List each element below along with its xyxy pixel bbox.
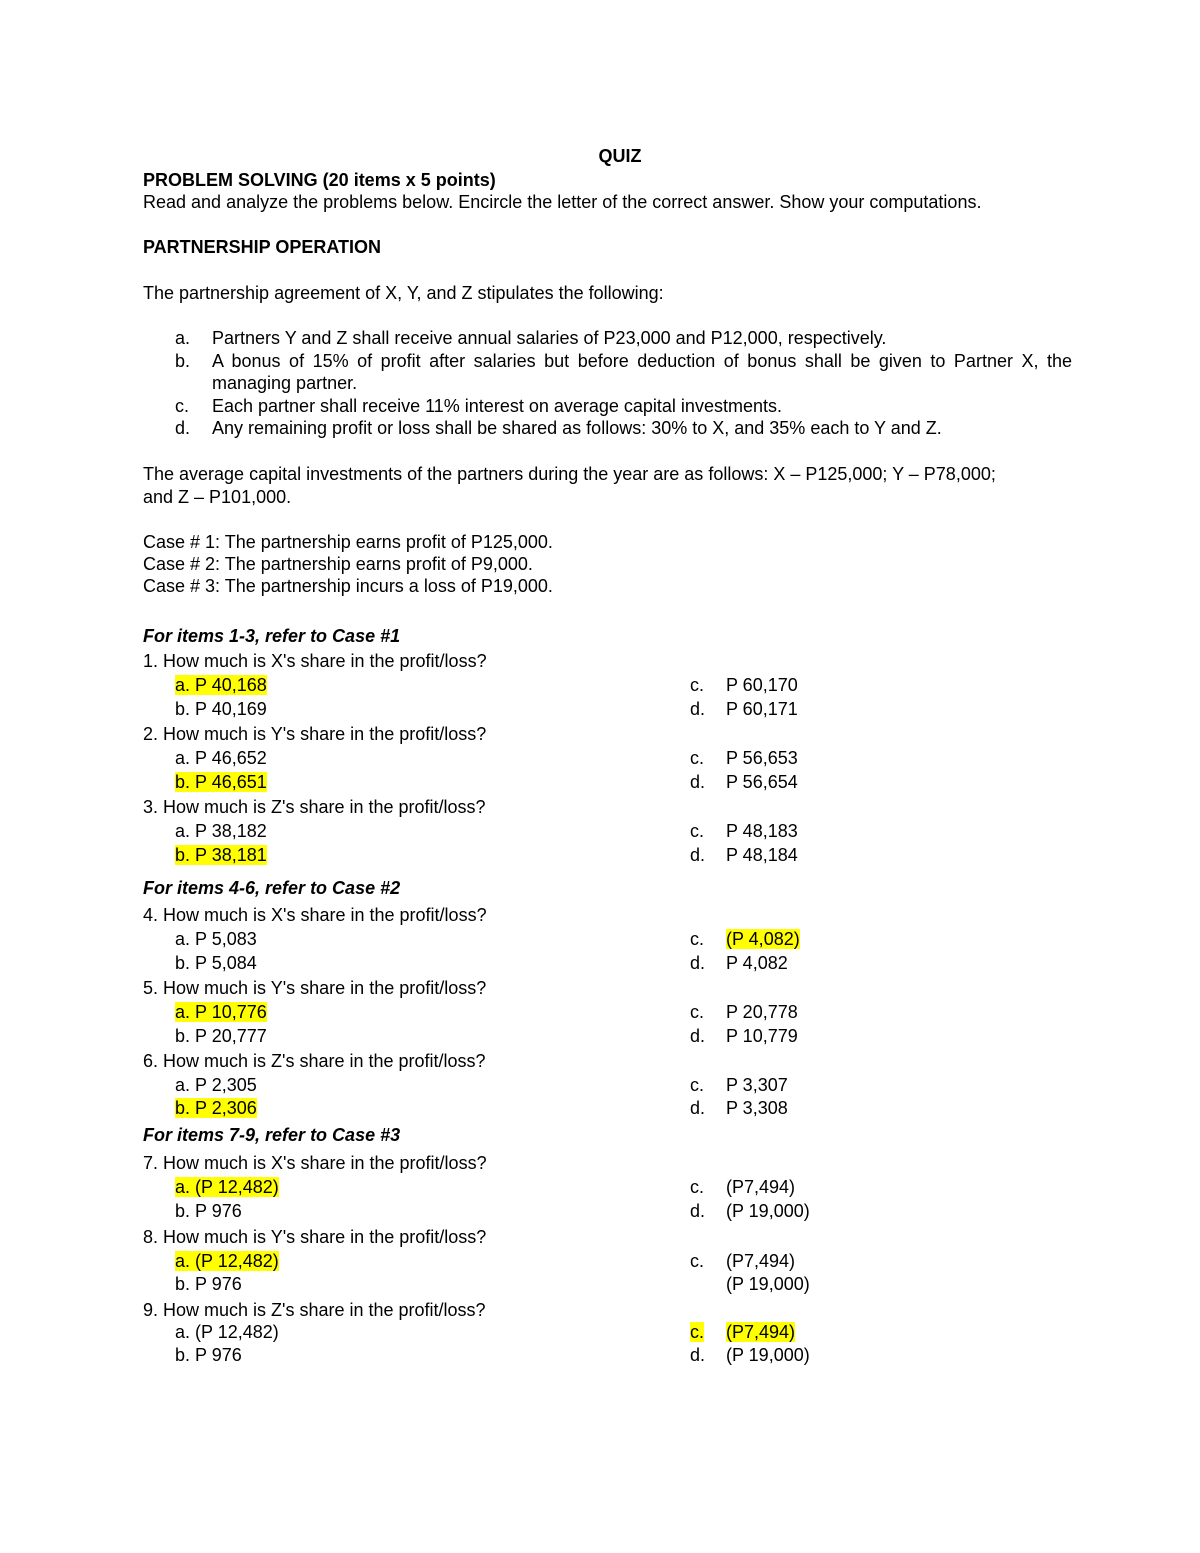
q8-option-a-highlight: a. (P 12,482) (175, 1251, 279, 1271)
case-2: Case # 2: The partnership earns profit of P9,000. (143, 554, 533, 574)
q8-option-c[interactable]: (P7,494) (726, 1251, 796, 1271)
instructions: Read and analyze the problems below. Encircle the letter of the correct answer. Show your computations. (143, 192, 982, 212)
rule-letter-b: b. (175, 351, 191, 371)
q5-option-c-letter: c. (690, 1002, 705, 1022)
quiz-title: QUIZ (598, 146, 642, 166)
q5-option-b[interactable]: b. P 20,777 (175, 1026, 267, 1046)
q4-option-c-letter: c. (690, 929, 705, 949)
capital-line-2: and Z – P101,000. (143, 487, 292, 507)
q1-option-a-highlight: a. P 40,168 (175, 675, 267, 695)
q4-option-c-highlight: (P 4,082) (726, 929, 800, 949)
question-2: 2. How much is Y's share in the profit/loss? (143, 724, 487, 744)
q2-option-a[interactable]: a. P 46,652 (175, 748, 267, 768)
question-6: 6. How much is Z's share in the profit/loss? (143, 1051, 486, 1071)
q9-option-d[interactable]: (P 19,000) (726, 1345, 810, 1365)
intro-text: The partnership agreement of X, Y, and Z stipulates the following: (143, 283, 664, 303)
rule-letter-c: c. (175, 396, 190, 416)
q5-option-c[interactable]: P 20,778 (726, 1002, 798, 1022)
q6-option-b-highlight: b. P 2,306 (175, 1098, 257, 1118)
q8-option-c-letter: c. (690, 1251, 705, 1271)
q6-option-d[interactable]: P 3,308 (726, 1098, 788, 1118)
rule-letter-a: a. (175, 328, 191, 348)
case-1: Case # 1: The partnership earns profit of P125,000. (143, 532, 553, 552)
case-3: Case # 3: The partnership incurs a loss of P19,000. (143, 576, 553, 596)
q1-option-c[interactable]: P 60,170 (726, 675, 798, 695)
q9-option-c[interactable] (726, 1321, 795, 1343)
q1-option-d[interactable]: P 60,171 (726, 699, 798, 719)
q6-option-d-letter: d. (690, 1098, 706, 1118)
q5-option-d-letter: d. (690, 1026, 706, 1046)
q2-option-b[interactable] (175, 771, 267, 793)
q1-option-a[interactable] (175, 674, 267, 696)
q5-option-a[interactable] (175, 1001, 267, 1023)
q6-option-a[interactable]: a. P 2,305 (175, 1075, 257, 1095)
section-title: PARTNERSHIP OPERATION (143, 237, 382, 257)
q3-option-d[interactable]: P 48,184 (726, 845, 798, 865)
question-1: 1. How much is X's share in the profit/loss? (143, 651, 487, 671)
rule-a: Partners Y and Z shall receive annual salaries of P23,000 and P12,000, respectively. (212, 328, 887, 348)
q2-option-d[interactable]: P 56,654 (726, 772, 798, 792)
group-label-case-2: For items 4-6, refer to Case #2 (143, 878, 401, 898)
q6-option-b[interactable] (175, 1097, 257, 1119)
q3-option-c[interactable]: P 48,183 (726, 821, 798, 841)
q7-option-a[interactable] (175, 1176, 279, 1198)
capital-line-1: The average capital investments of the partners during the year are as follows: X – P125,000; Y – P78,000; (143, 464, 996, 484)
q2-option-b-highlight: b. P 46,651 (175, 772, 267, 792)
q7-option-b[interactable]: b. P 976 (175, 1201, 242, 1221)
q9-option-b[interactable]: b. P 976 (175, 1345, 242, 1365)
q3-option-a[interactable]: a. P 38,182 (175, 821, 267, 841)
q6-option-c-letter: c. (690, 1075, 705, 1095)
q1-option-d-letter: d. (690, 699, 706, 719)
q4-option-c[interactable] (726, 928, 800, 950)
rule-c: Each partner shall receive 11% interest on average capital investments. (212, 396, 782, 416)
q2-option-c[interactable]: P 56,653 (726, 748, 798, 768)
group-label-case-1: For items 1-3, refer to Case #1 (143, 626, 401, 646)
q3-option-d-letter: d. (690, 845, 706, 865)
question-5: 5. How much is Y's share in the profit/loss? (143, 978, 487, 998)
q4-option-a[interactable]: a. P 5,083 (175, 929, 257, 949)
q5-option-d[interactable]: P 10,779 (726, 1026, 798, 1046)
q7-option-d-letter: d. (690, 1201, 706, 1221)
q5-option-a-highlight: a. P 10,776 (175, 1002, 267, 1022)
q9-option-a[interactable]: a. (P 12,482) (175, 1322, 279, 1342)
q1-option-b[interactable]: b. P 40,169 (175, 699, 267, 719)
q8-option-b[interactable]: b. P 976 (175, 1274, 242, 1294)
q4-option-d[interactable]: P 4,082 (726, 953, 788, 973)
rule-b: A bonus of 15% of profit after salaries but before deduction of bonus shall be given to Partner X, the managing partner. (212, 351, 1072, 393)
q9-option-c-letter-highlight: c. (690, 1322, 705, 1342)
q7-option-c[interactable]: (P7,494) (726, 1177, 796, 1197)
q7-option-d[interactable]: (P 19,000) (726, 1201, 810, 1221)
q3-option-b[interactable] (175, 844, 267, 866)
question-8: 8. How much is Y's share in the profit/loss? (143, 1227, 487, 1247)
q1-option-c-letter: c. (690, 675, 705, 695)
q7-option-a-highlight: a. (P 12,482) (175, 1177, 279, 1197)
question-9: 9. How much is Z's share in the profit/loss? (143, 1300, 486, 1320)
q4-option-b[interactable]: b. P 5,084 (175, 953, 257, 973)
q6-option-c[interactable]: P 3,307 (726, 1075, 788, 1095)
q2-option-d-letter: d. (690, 772, 706, 792)
q9-option-c-letter (690, 1321, 704, 1343)
rule-d: Any remaining profit or loss shall be shared as follows: 30% to X, and 35% each to Y and Z. (212, 418, 942, 438)
q4-option-d-letter: d. (690, 953, 706, 973)
q9-option-c-highlight: (P7,494) (726, 1322, 796, 1342)
q8-option-d[interactable]: (P 19,000) (726, 1274, 810, 1294)
q3-option-b-highlight: b. P 38,181 (175, 845, 267, 865)
problem-heading: PROBLEM SOLVING (20 items x 5 points) (143, 170, 496, 190)
q8-option-a[interactable] (175, 1250, 279, 1272)
q9-option-d-letter: d. (690, 1345, 706, 1365)
q7-option-c-letter: c. (690, 1177, 705, 1197)
question-3: 3. How much is Z's share in the profit/loss? (143, 797, 486, 817)
q2-option-c-letter: c. (690, 748, 705, 768)
q3-option-c-letter: c. (690, 821, 705, 841)
rule-letter-d: d. (175, 418, 191, 438)
question-7: 7. How much is X's share in the profit/loss? (143, 1153, 487, 1173)
question-4: 4. How much is X's share in the profit/loss? (143, 905, 487, 925)
group-label-case-3: For items 7-9, refer to Case #3 (143, 1125, 401, 1145)
